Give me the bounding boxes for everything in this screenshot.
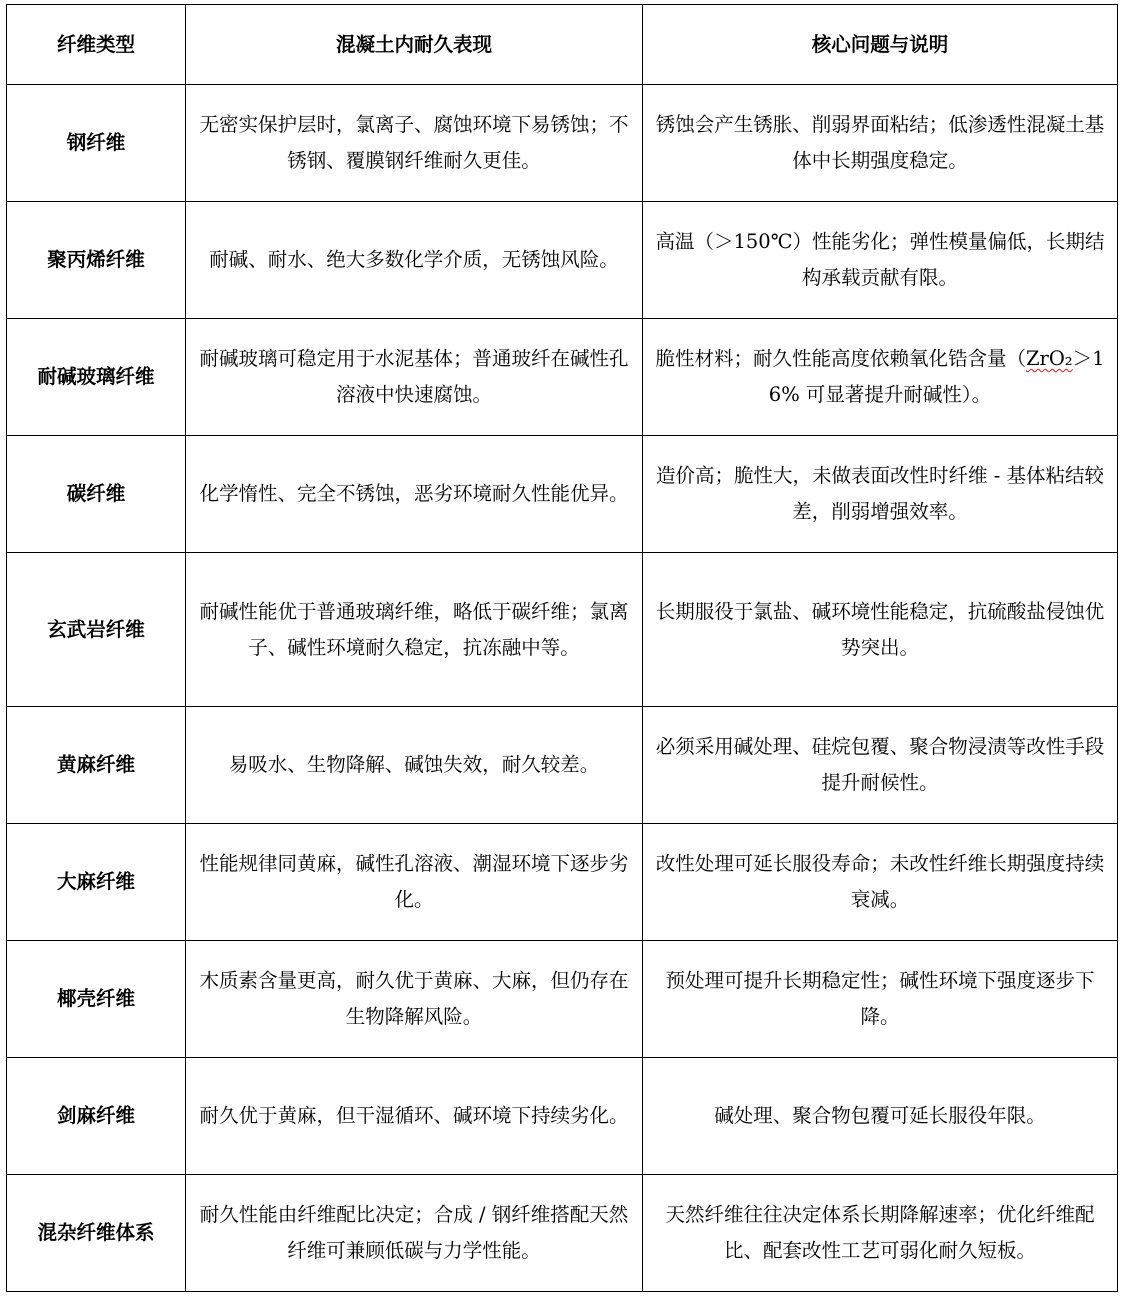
table-row: [7, 436, 1118, 553]
notes-text: 脆性材料；耐久性能高度依赖氧化锆含量（: [655, 347, 1026, 370]
notes-cell: 造价高；脆性大，未做表面改性时纤维 - 基体粘结较差，削弱增强效率。: [643, 436, 1118, 553]
fiber-type-cell: 聚丙烯纤维: [7, 202, 186, 319]
header-row: [7, 5, 1118, 85]
table-row: [7, 707, 1118, 824]
notes-cell: 预处理可提升长期稳定性；碱性环境下强度逐步下降。: [643, 941, 1118, 1058]
table-row: [7, 553, 1118, 707]
header-durability-performance: 混凝土内耐久表现: [186, 5, 643, 85]
header-fiber-type: 纤维类型: [7, 5, 186, 85]
fiber-type-cell: 玄武岩纤维: [7, 553, 186, 707]
notes-cell: [643, 319, 1118, 436]
performance-cell: 木质素含量更高，耐久优于黄麻、大麻，但仍存在生物降解风险。: [186, 941, 643, 1058]
notes-cell: 必须采用碱处理、硅烷包覆、聚合物浸渍等改性手段提升耐候性。: [643, 707, 1118, 824]
notes-cell: 锈蚀会产生锈胀、削弱界面粘结；低渗透性混凝土基体中长期强度稳定。: [643, 85, 1118, 202]
notes-text: ＞16% 可显著提升耐碱性）。: [768, 347, 1105, 406]
table-row: [7, 202, 1118, 319]
performance-cell: 耐久优于黄麻，但干湿循环、碱环境下持续劣化。: [186, 1058, 643, 1175]
notes-cell: 改性处理可延长服役寿命；未改性纤维长期强度持续衰减。: [643, 824, 1118, 941]
performance-cell: 耐碱性能优于普通玻璃纤维，略低于碳纤维；氯离子、碱性环境耐久稳定，抗冻融中等。: [186, 553, 643, 707]
performance-cell: 化学惰性、完全不锈蚀，恶劣环境耐久性能优异。: [186, 436, 643, 553]
table-row: [7, 319, 1118, 436]
table-row: [7, 824, 1118, 941]
performance-cell: 耐碱、耐水、绝大多数化学介质，无锈蚀风险。: [186, 202, 643, 319]
performance-cell: 易吸水、生物降解、碱蚀失效，耐久较差。: [186, 707, 643, 824]
notes-cell: 长期服役于氯盐、碱环境性能稳定，抗硫酸盐侵蚀优势突出。: [643, 553, 1118, 707]
table-row: [7, 1175, 1118, 1292]
notes-cell: 天然纤维往往决定体系长期降解速率；优化纤维配比、配套改性工艺可弱化耐久短板。: [643, 1175, 1118, 1292]
fiber-type-cell: 钢纤维: [7, 85, 186, 202]
fiber-type-cell: 黄麻纤维: [7, 707, 186, 824]
notes-cell: 高温（＞150℃）性能劣化；弹性模量偏低，长期结构承载贡献有限。: [643, 202, 1118, 319]
fiber-durability-table: [6, 4, 1118, 1292]
fiber-type-cell: 耐碱玻璃纤维: [7, 319, 186, 436]
performance-cell: 耐碱玻璃可稳定用于水泥基体；普通玻纤在碱性孔溶液中快速腐蚀。: [186, 319, 643, 436]
zirconia-formula: ZrO₂: [1025, 347, 1073, 370]
notes-cell: 碱处理、聚合物包覆可延长服役年限。: [643, 1058, 1118, 1175]
performance-cell: 性能规律同黄麻，碱性孔溶液、潮湿环境下逐步劣化。: [186, 824, 643, 941]
table-row: [7, 85, 1118, 202]
performance-cell: 无密实保护层时，氯离子、腐蚀环境下易锈蚀；不锈钢、覆膜钢纤维耐久更佳。: [186, 85, 643, 202]
fiber-type-cell: 剑麻纤维: [7, 1058, 186, 1175]
performance-cell: 耐久性能由纤维配比决定；合成 / 钢纤维搭配天然纤维可兼顾低碳与力学性能。: [186, 1175, 643, 1292]
fiber-type-cell: 混杂纤维体系: [7, 1175, 186, 1292]
table-row: [7, 941, 1118, 1058]
header-core-issues: 核心问题与说明: [643, 5, 1118, 85]
fiber-type-cell: 椰壳纤维: [7, 941, 186, 1058]
fiber-type-cell: 大麻纤维: [7, 824, 186, 941]
table-row: [7, 1058, 1118, 1175]
fiber-type-cell: 碳纤维: [7, 436, 186, 553]
